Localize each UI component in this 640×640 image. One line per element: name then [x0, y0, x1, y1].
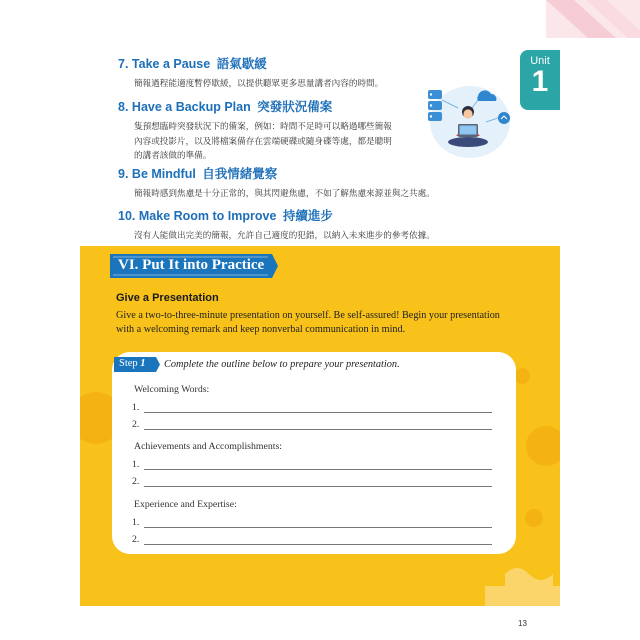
- unit-label: Unit: [530, 55, 550, 67]
- section-title: VI. Put It into Practice: [118, 257, 265, 273]
- tip-8: [118, 97, 392, 164]
- step-label: Step 1: [119, 358, 146, 369]
- writing-rule: [144, 469, 492, 470]
- line-number: 2.: [132, 534, 140, 545]
- writing-rule: [144, 544, 492, 545]
- tip-7: [118, 54, 383, 92]
- answer-line[interactable]: [132, 534, 492, 546]
- outline-group-label: Experience and Expertise:: [134, 499, 237, 510]
- tip-title: [118, 54, 383, 72]
- tip-title: [118, 164, 435, 182]
- line-number: 1.: [132, 402, 140, 413]
- activity-title: Give a Presentation: [116, 292, 219, 304]
- tip-body-line: 的講者該做的準備。: [134, 151, 212, 161]
- tip-10: [118, 206, 435, 244]
- tip-body-line: 隻預想臨時突發狀況下的備案，例如：時間不足時可以略過哪些簡報: [134, 122, 392, 132]
- laptop-cloud-illustration: [418, 78, 512, 160]
- tip-title-zh: 自我情緒覺察: [202, 167, 278, 181]
- tip-title: [118, 97, 392, 115]
- section-banner: [110, 254, 278, 278]
- tip-number: 7.: [118, 57, 129, 71]
- tip-body: [118, 187, 435, 202]
- writing-rule: [144, 486, 492, 487]
- writing-rule: [144, 412, 492, 413]
- answer-line[interactable]: [132, 402, 492, 414]
- tip-title-zh: 突發狀況備案: [257, 100, 333, 114]
- tip-number: 10.: [118, 209, 136, 223]
- unit-number: 1: [531, 65, 549, 98]
- tip-title-zh: 語氣歇緩: [216, 57, 267, 71]
- tip-title: [118, 206, 435, 224]
- answer-line[interactable]: [132, 476, 492, 488]
- tip-body: [118, 229, 435, 244]
- tip-title-en: Make Room to Improve: [138, 209, 277, 223]
- page-number: 13: [518, 619, 527, 628]
- unit-tab: [520, 50, 560, 110]
- answer-line[interactable]: [132, 419, 492, 431]
- line-number: 1.: [132, 517, 140, 528]
- tip-title-en: Have a Backup Plan: [131, 100, 251, 114]
- tip-body-line: 沒有人能做出完美的簡報，允許自己適度的犯錯，以納入未來進步的參考依據。: [134, 231, 435, 241]
- tip-body-line: 簡報過程能適度暫停歇緩，以提供聽眾更多思量講者內容的時間。: [134, 79, 384, 89]
- activity-description: Give a two-to-three-minute presentation on yourself. Be self-assured! Begin your presentation with a welcoming remark and keep nonverbal communication in mind.: [116, 310, 500, 335]
- tip-body-line: 內容或投影片，以及將檔案備存在雲端硬碟或隨身碟等處，都是聰明: [134, 136, 392, 147]
- tip-number: 9.: [118, 167, 129, 181]
- tip-body: [118, 120, 392, 164]
- writing-rule: [144, 527, 492, 528]
- tip-body-line: 簡報時感到焦慮是十分正常的，與其閃避焦慮，不如了解焦慮來源並與之共處。: [134, 189, 435, 199]
- tip-title-en: Take a Pause: [131, 57, 211, 71]
- corner-decoration: [546, 0, 640, 38]
- tip-title-en: Be Mindful: [131, 167, 196, 181]
- step-number: 1: [140, 358, 146, 369]
- tip-title-zh: 持續進步: [282, 209, 333, 223]
- tip-body: [118, 77, 383, 92]
- answer-line[interactable]: [132, 459, 492, 471]
- step-badge: [114, 357, 160, 372]
- answer-line[interactable]: [132, 517, 492, 529]
- writing-rule: [144, 429, 492, 430]
- tip-9: [118, 164, 435, 202]
- line-number: 1.: [132, 459, 140, 470]
- step-instruction: Complete the outline below to prepare your presentation.: [164, 359, 400, 370]
- outline-group-label: Achievements and Accomplishments:: [134, 441, 283, 452]
- line-number: 2.: [132, 419, 140, 430]
- line-number: 2.: [132, 476, 140, 487]
- tip-number: 8.: [118, 100, 129, 114]
- outline-group-label: Welcoming Words:: [134, 384, 210, 395]
